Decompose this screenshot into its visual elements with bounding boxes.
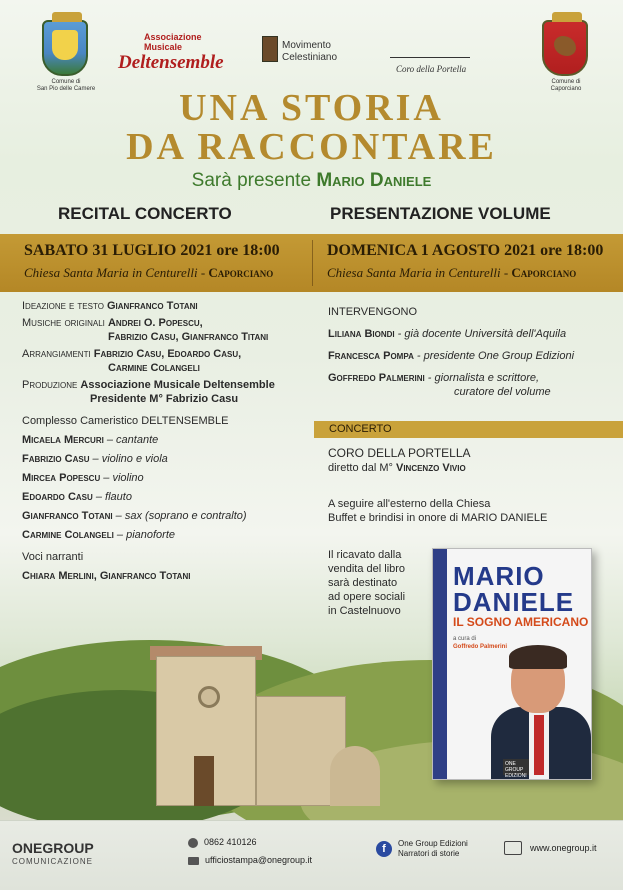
heading-recital: RECITAL CONCERTO [58, 204, 232, 223]
member: Carmine Colangeli – pianoforte [22, 529, 175, 541]
phone-number[interactable]: 0862 410126 [204, 837, 257, 847]
heading-presentazione: PRESENTAZIONE VOLUME [330, 204, 551, 223]
main-title-line1: UNA STORIA [179, 87, 444, 129]
recital-details [22, 299, 312, 583]
footer [0, 820, 623, 890]
book-cover [432, 548, 592, 780]
facebook-icon[interactable]: f [376, 841, 392, 857]
publisher-badge: ONE GROUP EDIZIONI [503, 759, 529, 775]
deltensemble-logo: Associazione Musicale Deltensemble [118, 32, 224, 73]
logo-row [0, 12, 623, 92]
caporciano-label: Comune di Caporciano [550, 79, 582, 92]
website-link[interactable]: www.onegroup.it [530, 843, 597, 853]
book-curator: a cura di Goffredo Palmerini [453, 636, 508, 650]
date-left: SABATO 31 LUGLIO 2021 ore 18:00 Chiesa Santa Maria in Centurelli - Caporciano [24, 242, 280, 280]
main-title-line2: DA RACCONTARE [126, 126, 497, 168]
member: Fabrizio Casu – violino e viola [22, 453, 168, 465]
church-photo [130, 656, 380, 806]
concerto-band: CONCERTO [314, 421, 623, 438]
san-pio-crest [36, 20, 96, 93]
credits-list [22, 299, 312, 406]
onegroup-logo: ONEGROUP COMUNICAZIONE [12, 840, 94, 866]
email-address[interactable]: ufficiostampa@onegroup.it [205, 855, 313, 865]
choir-name: CORO DELLA PORTELLA [328, 446, 471, 460]
voices-names: Chiara Merlini, Gianfranco Totani [22, 570, 191, 582]
credit-line: Arrangiamenti Fabrizio Casu, Edoardo Casu, [22, 348, 242, 360]
concerto-details [328, 446, 471, 476]
san-pio-label: Comune di San Pio delle Camere [36, 79, 96, 92]
ensemble-title: Complesso Cameristico DELTENSEMBLE [22, 415, 229, 427]
after-event: A seguire all'esterno della Chiesa Buffet e brindisi in onore di MARIO DANIELE [328, 498, 548, 524]
member: Gianfranco Totani – sax (soprano e contralto) [22, 510, 247, 522]
member: Micaela Mercuri – cantante [22, 434, 159, 446]
presentation-details [328, 305, 608, 399]
speaker: Liliana Biondi - già docente Università dell'Aquila [328, 328, 567, 340]
contact-info [188, 833, 312, 869]
facebook-page[interactable]: One Group Edizioni Narratori di storie [398, 839, 468, 858]
credit-line: Produzione Associazione Musicale Deltensemble [22, 379, 275, 391]
speaker: Goffredo Palmerini - giornalista e scrittore, [328, 372, 540, 384]
choir-director: diretto dal M° Vincenzo Vivio [328, 462, 466, 474]
ensemble-list [22, 433, 312, 542]
coro-portella-logo: Coro della Portella [390, 36, 490, 76]
date-band [0, 234, 623, 292]
web-icon [504, 841, 522, 855]
caporciano-crest [536, 20, 596, 93]
proceeds-note: Il ricavato dalla vendita del libro sarà destinato ad opere sociali in Castelnuovo [328, 549, 406, 617]
speaker-cont: curatore del volume [454, 386, 551, 398]
credit-line: Ideazione e testo Gianfranco Totani [22, 300, 198, 312]
member: Edoardo Casu – flauto [22, 491, 132, 503]
credit-line: Musiche originali Andrei O. Popescu, [22, 317, 203, 329]
email-icon [188, 857, 199, 865]
subtitle: Sarà presente Mario Daniele [191, 170, 432, 191]
book-subtitle: IL SOGNO AMERICANO [453, 615, 589, 629]
credit-line: Fabrizio Casu, Gianfranco Titani [108, 331, 269, 343]
speakers-title: INTERVENGONO [328, 306, 418, 318]
phone-icon [188, 838, 198, 848]
voices-title: Voci narranti [22, 551, 84, 563]
date-right: DOMENICA 1 AGOSTO 2021 ore 18:00 Chiesa Santa Maria in Centurelli - Caporciano [327, 242, 604, 280]
credit-line: Presidente M° Fabrizio Casu [90, 393, 239, 405]
movimento-celestiniano-logo: Movimento Celestiniano [262, 34, 352, 72]
member: Mircea Popescu – violino [22, 472, 144, 484]
book-title: MARIO DANIELE [453, 561, 575, 617]
speaker: Francesca Pompa - presidente One Group Edizioni [328, 350, 575, 362]
credit-line: Carmine Colangeli [108, 362, 200, 374]
